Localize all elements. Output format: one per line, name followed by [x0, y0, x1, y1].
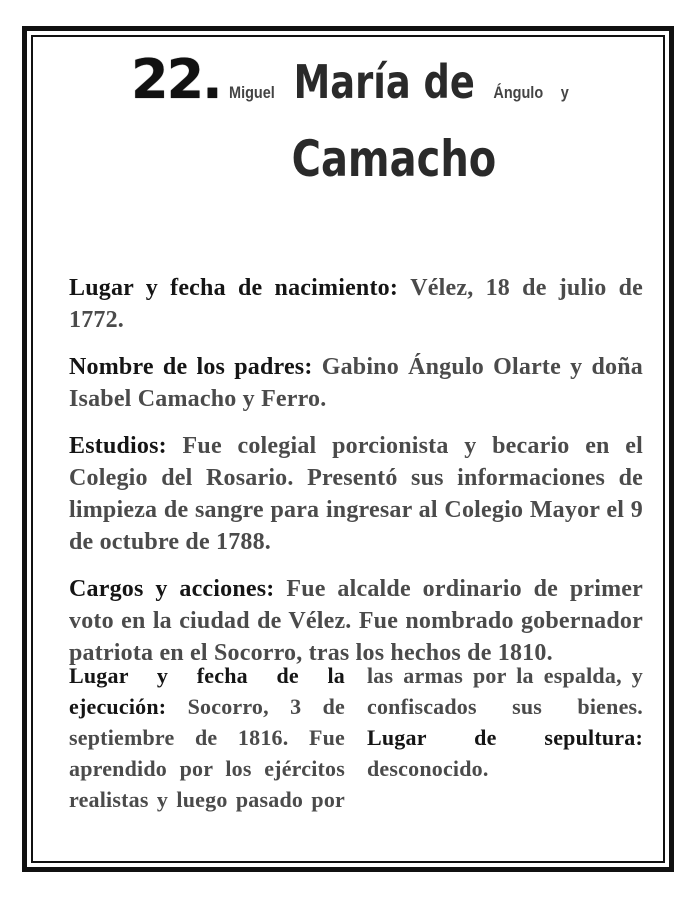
first-name: Miguel	[228, 83, 275, 102]
execution-value: Socorro, 3 de septiembre de 1816.	[69, 694, 346, 750]
birth-value: Vélez, 18 de julio de 1772.	[69, 275, 643, 333]
studies-paragraph	[69, 430, 643, 558]
execution-label: Lugar y fecha de la ejecución:	[69, 663, 345, 719]
biography-body	[69, 272, 643, 684]
two-column-section	[69, 660, 643, 815]
positions-value: Fue alcalde ordinario de primer voto en la ciudad de Vélez. Fue nombrado gobernador patriota en el Socorro, tras los hechos de 1810.	[69, 576, 644, 666]
entry-number: 22.	[131, 48, 221, 111]
middle-names: María de	[293, 55, 475, 109]
execution-detail: Fue aprendido por los ejércitos realistas y luego pasado por las armas por la espalda, y confiscados sus bienes.	[69, 663, 643, 812]
studies-value: Fue colegial porcionista y becario en el Colegio del Rosario. Presentó sus informaciones de limpieza de sangre para ingresar al Colegio Mayor el 9 de octubre de 1788.	[69, 433, 644, 555]
positions-label: Cargos y acciones:	[69, 576, 275, 602]
burial-value: desconocido.	[367, 756, 489, 781]
parents-paragraph	[69, 351, 643, 415]
birth-label: Lugar y fecha de nacimiento:	[69, 275, 399, 301]
positions-paragraph	[69, 573, 643, 669]
studies-label: Estudios:	[69, 433, 167, 459]
title-line-2	[0, 130, 700, 188]
title-line-1	[0, 48, 700, 111]
parents-label: Nombre de los padres:	[69, 354, 313, 380]
birth-paragraph	[69, 272, 643, 336]
execution-paragraph	[69, 660, 643, 815]
surname-1: Ángulo	[493, 83, 544, 102]
parents-value: Gabino Ángulo Olarte y doña Isabel Camacho y Ferro.	[69, 354, 643, 412]
burial-label: Lugar de sepultura:	[367, 725, 643, 750]
title-conjunction: y	[560, 83, 569, 102]
surname-2: Camacho	[291, 130, 497, 188]
